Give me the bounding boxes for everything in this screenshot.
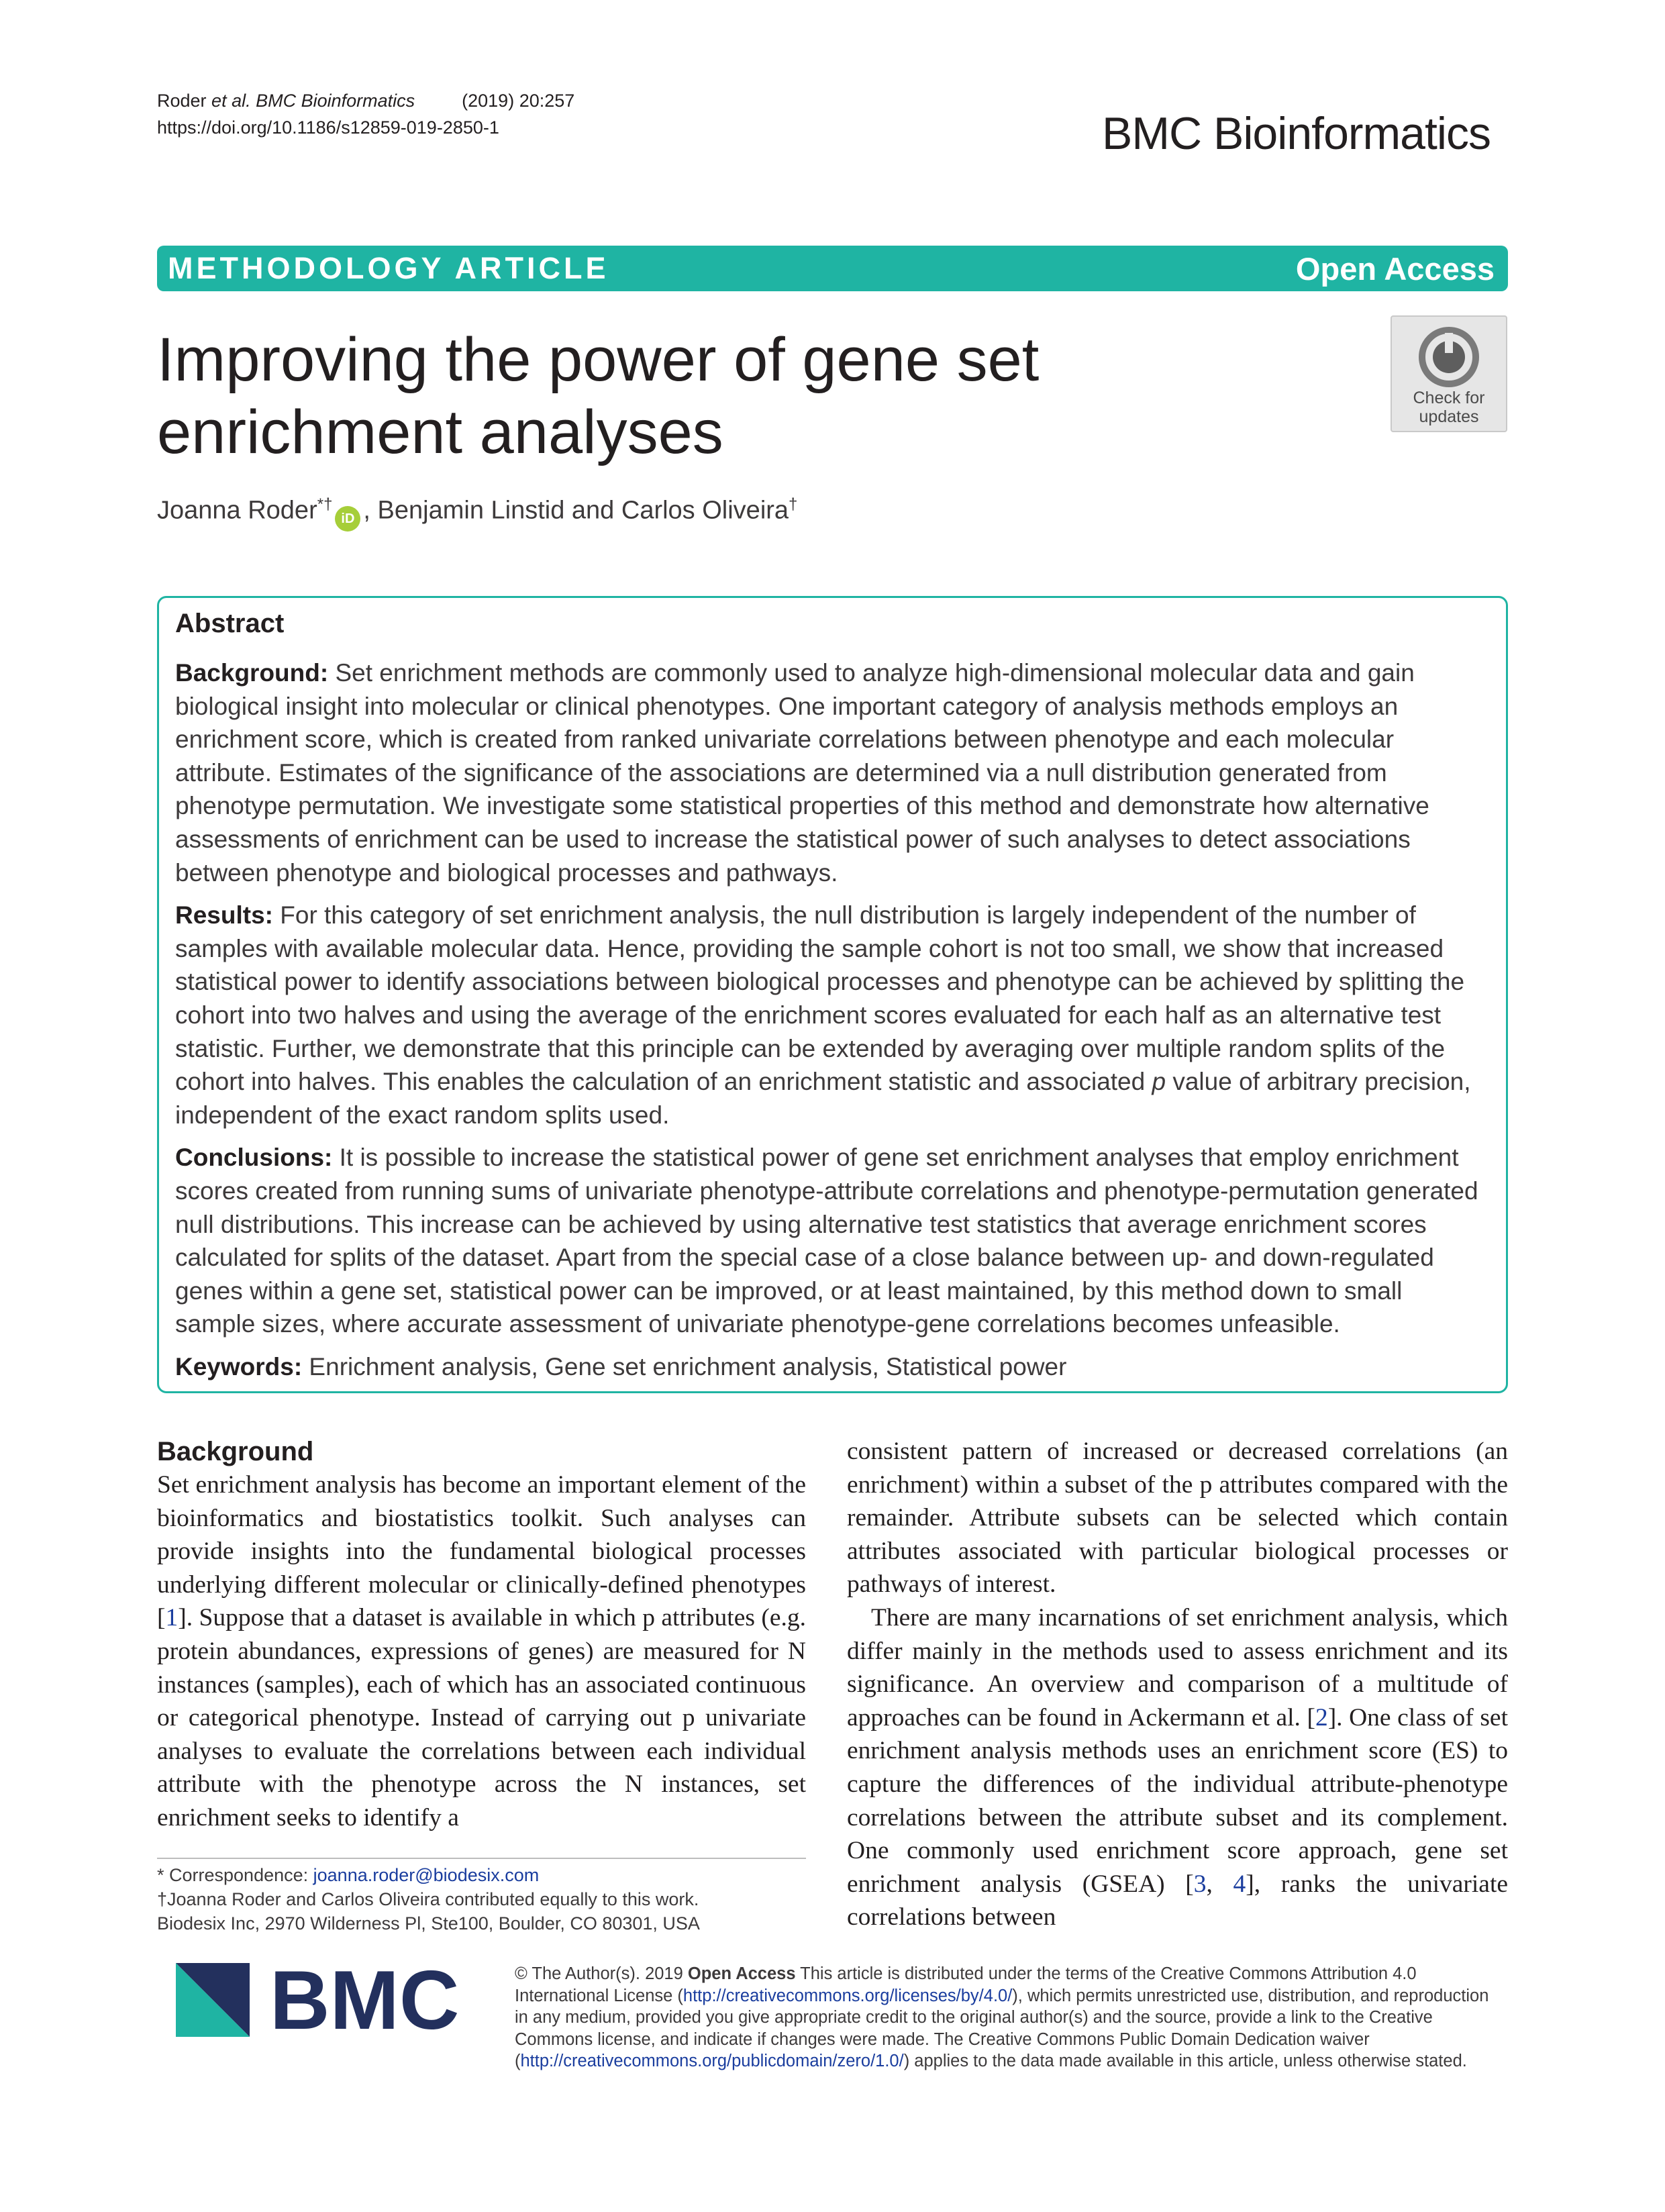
license-text-part: ), which permits unrestricted use, distribution, and reproduction in any medium, provided you give appropriate credit to the original author(s) and the source, provide a link to the Creative Commons license, and indicate if changes were made. The Creative Commons Public Domain Dedication waiver (	[515, 1986, 1489, 2071]
correspondence-line	[157, 1863, 806, 1887]
correspondence-email-link[interactable]: joanna.roder@biodesix.com	[313, 1865, 540, 1885]
orcid-icon[interactable]: iD	[335, 506, 360, 532]
open-access-label: Open Access	[1295, 250, 1495, 287]
bmc-logo-text: BMC	[270, 1963, 460, 2037]
reference-link[interactable]: 4	[1233, 1870, 1246, 1898]
conclusions-label: Conclusions:	[175, 1144, 333, 1172]
results-text-end: value of arbitrary precision, independent of the exact random splits used.	[175, 1068, 1471, 1129]
body-paragraph	[157, 1468, 806, 1835]
license-open-access: Open Access	[687, 1964, 796, 1983]
reference-link[interactable]: 1	[165, 1604, 179, 1632]
doi-link[interactable]: https://doi.org/10.1186/s12859-019-2850-1	[157, 117, 499, 138]
citation-year: (2019) 20:257	[462, 91, 575, 111]
abstract-results	[175, 899, 1489, 1132]
body-right-column	[847, 1435, 1508, 1934]
license-text-part: ) applies to the data made available in this article, unless otherwise stated.	[903, 2052, 1467, 2071]
article-title	[157, 323, 1298, 468]
results-p-symbol: p	[1152, 1068, 1166, 1096]
reference-link[interactable]: 2	[1315, 1703, 1328, 1731]
other-authors: , Benjamin Linstid and Carlos Oliveira	[363, 496, 789, 525]
body-left-column	[157, 1435, 806, 1835]
body-paragraph	[847, 1601, 1508, 1934]
updates-label-2: updates	[1419, 407, 1479, 426]
equal-contribution-note: †Joanna Roder and Carlos Oliveira contributed equally to this work.	[157, 1889, 699, 1909]
updates-icon	[1418, 326, 1480, 388]
author-list	[157, 495, 797, 532]
abstract-box	[157, 596, 1508, 1393]
body-text: ]. Suppose that a dataset is available in which p attributes (e.g. protein abundances, expressions of genes) are measured for N instances (samples), each of which has an associated continuous or categorical phenotype. Instead of carrying out p univariate analyses to evaluate the correlations between each individual attribute with the phenotype across the N instances, set enrichment seeks to identify a	[157, 1604, 806, 1831]
body-paragraph: consistent pattern of increased or decreased correlations (an enrichment) within a subset of the p attributes compared with the remainder. Attribute subsets can be selected which contain attributes associated with particular biological processes or pathways of interest.	[847, 1438, 1508, 1599]
footnote-divider	[157, 1858, 806, 1859]
body-text: Set enrichment analysis has become an important element of the bioinformatics and biostatistics toolkit. Such analyses can provide insights into the fundamental biological processes underlying different molecular or clinically-defined phenotypes [	[157, 1471, 806, 1632]
results-text: For this category of set enrichment analysis, the null distribution is largely independent of the number of samples with available molecular data. Hence, providing the sample cohort is not too small, we show that increased statistical power to identify associations between biological processes and phenotype can be achieved by splitting the cohort into two halves and using the average of the enrichment scores evaluated for each half as an alternative test statistic. Further, we demonstrate that this principle can be extended by averaging over multiple random splits of the cohort into halves. This enables the calculation of an enrichment statistic and associated	[175, 901, 1465, 1096]
keywords-label: Keywords:	[175, 1352, 303, 1380]
keywords-text: Enrichment analysis, Gene set enrichment analysis, Statistical power	[302, 1352, 1067, 1380]
reference-separator: ,	[1206, 1870, 1233, 1898]
background-text: Set enrichment methods are commonly used to analyze high-dimensional molecular data and gain biological insight into molecular or clinical phenotypes. One important category of analysis methods employs an enrichment score, which is created from ranked univariate correlations between phenotype and each molecular attribute. Estimates of the significance of the associations are determined via a null distribution generated from phenotype permutation. We investigate some statistical properties of this method and demonstrate how alternative assessments of enrichment can be used to increase the statistical power of such analyses to detect associations between phenotype and biological processes and pathways.	[175, 659, 1429, 887]
article-type-label: METHODOLOGY ARTICLE	[168, 251, 609, 285]
license-link-zero[interactable]: http://creativecommons.org/publicdomain/zero/1.0/	[520, 2052, 904, 2071]
title-line-1: Improving the power of gene set	[157, 325, 1040, 394]
article-type-bar	[157, 246, 1508, 291]
abstract-keywords	[175, 1350, 1489, 1384]
check-for-updates-badge[interactable]	[1391, 315, 1507, 432]
body-text: ]. One class of set enrichment analysis methods uses an enrichment score (ES) to capture the differences of the individual attribute-phenotype correlations between the attribute subset and its complement. One commonly used enrichment score approach, gene set enrichment analysis (GSEA) [	[847, 1703, 1508, 1898]
license-link-by[interactable]: http://creativecommons.org/licenses/by/4.0/	[683, 1986, 1013, 2005]
journal-name: BMC Bioinformatics	[1101, 108, 1491, 159]
citation-journal: et al. BMC Bioinformatics	[211, 91, 415, 111]
results-label: Results:	[175, 901, 273, 929]
title-line-2: enrichment analyses	[157, 398, 723, 466]
license-text	[515, 1963, 1495, 2072]
author-3-mark: †	[789, 495, 798, 513]
citation-block	[157, 87, 574, 141]
citation-line	[157, 87, 574, 114]
correspondence-label: * Correspondence:	[157, 1865, 313, 1885]
license-text-part: This article is distributed under the terms of the Creative Commons Attribution 4.0 International License (	[515, 1964, 1417, 2005]
abstract-heading: Abstract	[175, 609, 285, 638]
bmc-logo	[176, 1963, 464, 2037]
footnote	[157, 1863, 806, 1936]
background-label: Background:	[175, 659, 329, 687]
body-text: ], ranks the univariate correlations between	[847, 1870, 1509, 1931]
author-1-marks: *†	[317, 495, 333, 513]
abstract-conclusions	[175, 1141, 1489, 1341]
citation-authors: Roder	[157, 91, 212, 111]
reference-link[interactable]: 3	[1193, 1870, 1207, 1898]
abstract-background	[175, 656, 1489, 889]
license-copyright: © The Author(s). 2019	[515, 1964, 688, 1983]
section-heading: Background	[157, 1437, 314, 1466]
author-1: Joanna Roder	[157, 496, 317, 525]
affiliation: Biodesix Inc, 2970 Wilderness Pl, Ste100, Boulder, CO 80301, USA	[157, 1913, 700, 1933]
body-text: There are many incarnations of set enrichment analysis, which differ mainly in the methods used to assess enrichment and its significance. An overview and comparison of a multitude of approaches can be found in Ackermann et al. [	[847, 1603, 1508, 1731]
conclusions-text: It is possible to increase the statistical power of gene set enrichment analyses that employ enrichment scores created from running sums of univariate phenotype-attribute correlations and phenotype-permutation generated null distributions. This increase can be achieved by using alternative test statistics that average enrichment scores calculated for splits of the dataset. Apart from the special case of a close balance between up- and down-regulated genes within a gene set, statistical power can be improved, or at least maintained, by this method down to small sample sizes, where accurate assessment of univariate phenotype-gene correlations becomes unfeasible.	[175, 1144, 1478, 1338]
updates-label-1: Check for	[1413, 389, 1485, 407]
